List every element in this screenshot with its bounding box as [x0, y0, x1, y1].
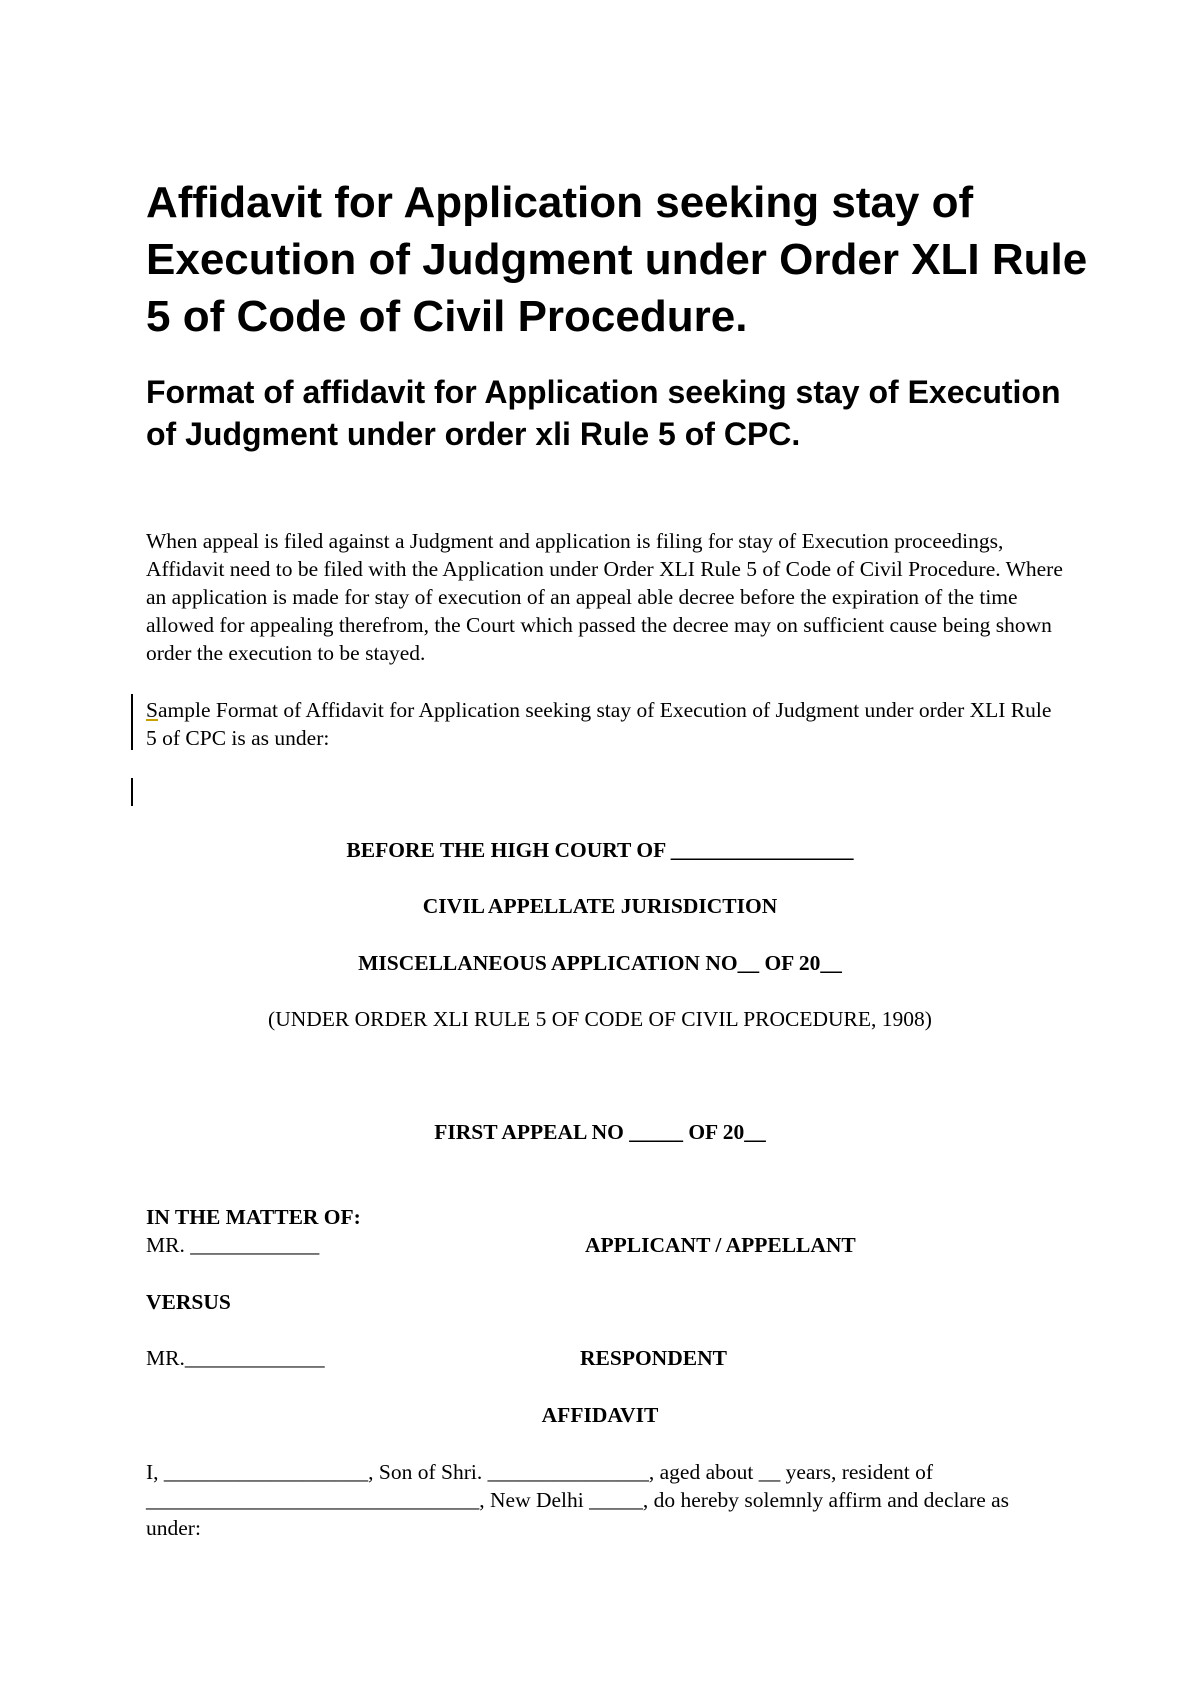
- applicant-role-label: APPLICANT / APPELLANT: [585, 1233, 856, 1257]
- court-heading: BEFORE THE HIGH COURT OF _________________: [346, 838, 854, 862]
- applicant-name-field: MR. ____________: [146, 1233, 320, 1257]
- sample-first-letter: S: [146, 698, 158, 722]
- misc-application-heading: MISCELLANEOUS APPLICATION NO__ OF 20__: [358, 951, 842, 975]
- document-subtitle: Format of affidavit for Application seeking stay of Execution of Judgment under order xli Rule 5 of CPC.: [146, 374, 1061, 452]
- document-title: Affidavit for Application seeking stay of Execution of Judgment under Order XLI Rule 5 of Code of Civil Procedure.: [146, 178, 1088, 341]
- respondent-role-label: RESPONDENT: [580, 1346, 727, 1370]
- in-the-matter-label: IN THE MATTER OF:: [146, 1205, 361, 1229]
- first-appeal-heading: FIRST APPEAL NO _____ OF 20__: [434, 1120, 766, 1144]
- intro-paragraph: When appeal is filed against a Judgment and application is filing for stay of Execution proceedings, Affidavit need to be filed with the Application under Order XLI Rule 5 of Code of Civil Procedure. Where an application is made for stay of execution of an appeal able decree before the expiration of the time allowed for appealing therefrom, the Court which passed the decree may on sufficient cause being shown order the execution to be stayed.: [146, 529, 1063, 665]
- under-order-note: (UNDER ORDER XLI RULE 5 OF CODE OF CIVIL PROCEDURE, 1908): [268, 1007, 932, 1031]
- versus-label: VERSUS: [146, 1290, 231, 1314]
- affidavit-heading: AFFIDAVIT: [541, 1403, 659, 1427]
- sample-format-text: ample Format of Affidavit for Application seeking stay of Execution of Judgment under order XLI Rule 5 of CPC is as under:: [146, 698, 1052, 750]
- affirmation-paragraph: I, ___________________, Son of Shri. _______________, aged about __ years, resident of _______________________________, New Delhi _____, do hereby solemnly affirm and declare as under:: [146, 1460, 1010, 1540]
- revision-change-bar: [131, 694, 133, 750]
- respondent-name-field: MR._____________: [146, 1346, 325, 1370]
- jurisdiction-heading: CIVIL APPELLATE JURISDICTION: [422, 894, 778, 918]
- text-cursor: [131, 778, 133, 806]
- sample-format-paragraph: [146, 696, 1066, 752]
